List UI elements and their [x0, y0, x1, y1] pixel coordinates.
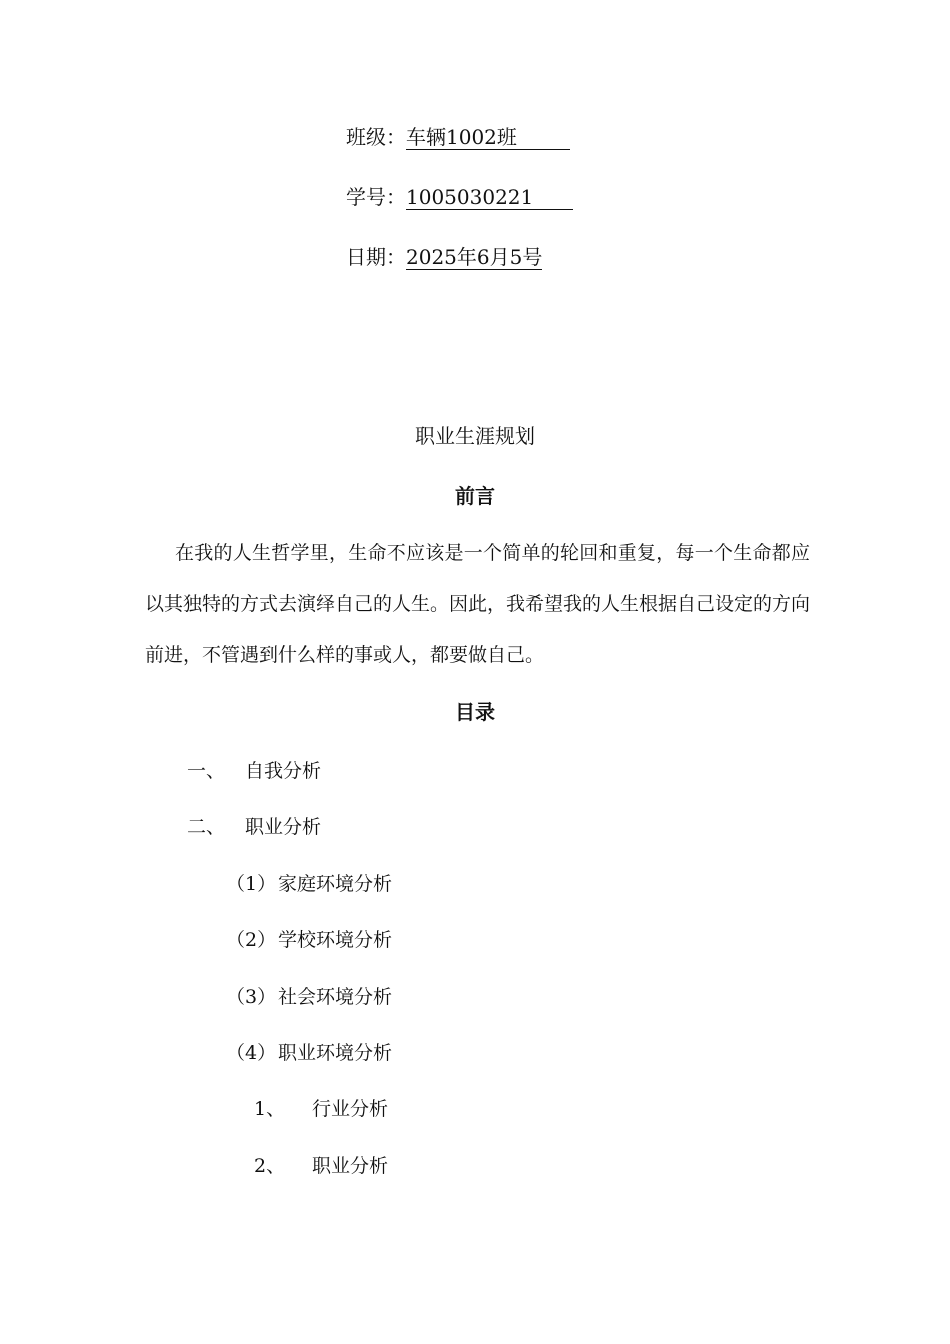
- toc-item-number: 1、: [254, 1098, 286, 1120]
- date-line: [346, 243, 542, 271]
- date-label: 日期：: [346, 245, 406, 269]
- toc-item[interactable]: [226, 871, 392, 897]
- class-line: [346, 123, 570, 151]
- toc-heading: 目录: [455, 700, 495, 724]
- document-title: 职业生涯规划: [415, 424, 535, 448]
- toc-item-number: 一、: [187, 760, 226, 782]
- toc-item[interactable]: [254, 1153, 388, 1179]
- toc-item-text: 家庭环境分析: [278, 873, 393, 895]
- toc-item-number: （1）: [226, 873, 277, 895]
- toc-item-text: 职业分析: [245, 816, 322, 838]
- toc-item[interactable]: [187, 814, 321, 840]
- toc-item-number: 2、: [254, 1155, 286, 1177]
- toc-item-number: （2）: [226, 929, 277, 951]
- toc-item-text: 职业分析: [312, 1155, 389, 1177]
- toc-item-text: 职业环境分析: [278, 1042, 393, 1064]
- toc-item[interactable]: [254, 1096, 388, 1122]
- class-value: 车辆1002班: [406, 125, 570, 150]
- toc-item-number: 二、: [187, 816, 226, 838]
- student-id-label: 学号：: [346, 185, 406, 209]
- toc-item[interactable]: [187, 758, 321, 784]
- toc-item-text: 社会环境分析: [278, 986, 393, 1008]
- toc-item-text: 学校环境分析: [278, 929, 393, 951]
- preface-paragraph: 在我的人生哲学里，生命不应该是一个简单的轮回和重复，每一个生命都应以其独特的方式去演绎自己的人生。因此，我希望我的人生根据自己设定的方向前进，不管遇到什么样的事或人，都要做自己。: [145, 542, 811, 666]
- student-id-value: 1005030221: [406, 185, 573, 210]
- toc-item-number: （3）: [226, 986, 277, 1008]
- toc-item-number: （4）: [226, 1042, 277, 1064]
- toc-item-text: 自我分析: [245, 760, 322, 782]
- class-label: 班级：: [346, 125, 406, 149]
- toc-item[interactable]: [226, 1040, 392, 1066]
- toc-item-text: 行业分析: [312, 1098, 389, 1120]
- preface-heading: 前言: [455, 484, 495, 508]
- student-id-line: [346, 183, 573, 211]
- toc-item[interactable]: [226, 984, 392, 1010]
- date-value: 2025年6月5号: [406, 245, 543, 269]
- toc-item[interactable]: [226, 927, 392, 953]
